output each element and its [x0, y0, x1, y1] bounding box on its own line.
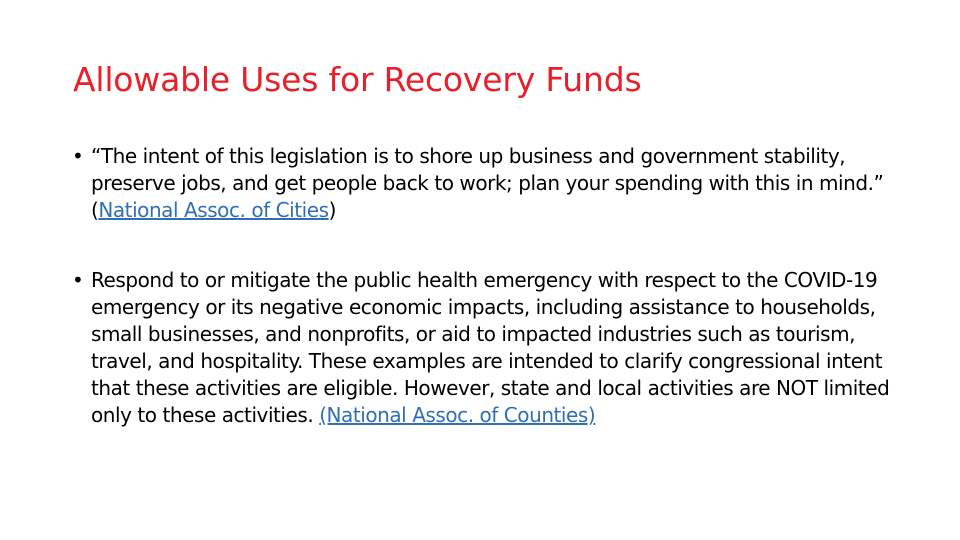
bullet-item-respond: [72, 267, 892, 429]
bullet-text: Respond to or mitigate the public health emergency with respect to the COVID-19 emergency or its negative economic impacts, including assistance to households, small businesses, and nonprofits, or aid to impacted industries such as tourism, travel, and hospitality. These examples are intended to clarify congressional intent that these activities are eligible. However, state and local activities are NOT limited only to these activities.: [91, 268, 890, 427]
national-assoc-counties-link[interactable]: (National Assoc. of Counties): [319, 403, 596, 427]
national-assoc-cities-link[interactable]: National Assoc. of Cities: [98, 198, 329, 222]
bullet-text: “The intent of this legislation is to shore up business and government stability, preserve jobs, and get people back to work; plan your spending with this in mind.” (: [91, 144, 884, 222]
bullet-item-intent: [72, 143, 892, 224]
bullet-list: [72, 143, 892, 429]
bullet-icon: •: [72, 268, 84, 292]
bullet-closing-text: ): [328, 198, 336, 222]
slide-title: Allowable Uses for Recovery Funds: [73, 60, 642, 99]
bullet-icon: •: [72, 144, 84, 168]
